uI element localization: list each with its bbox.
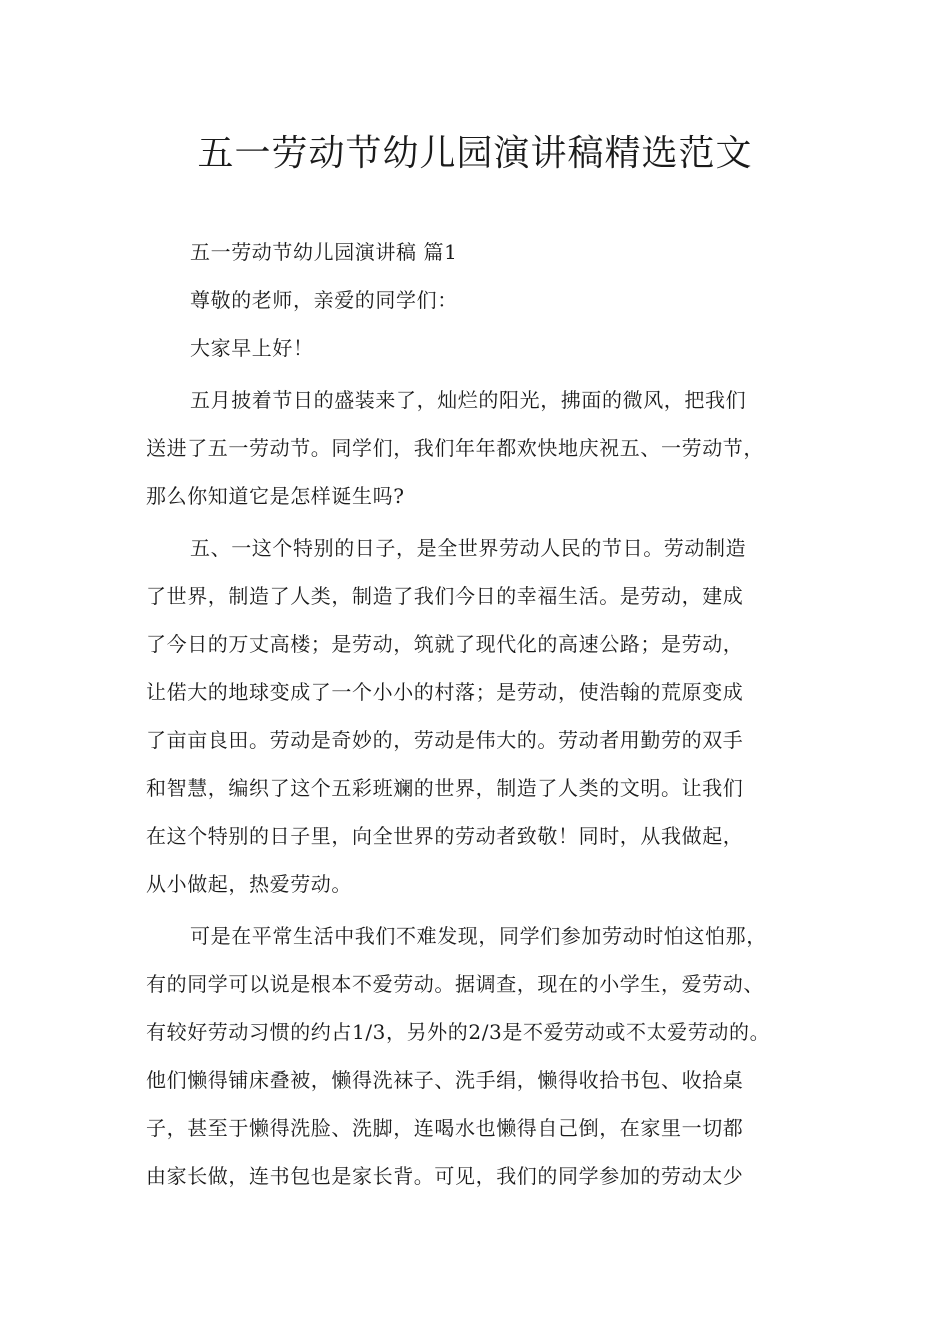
document-body (146, 228, 814, 1200)
paragraph-line: 从小做起，热爱劳动。 (146, 872, 352, 896)
paragraph-line: 有的同学可以说是根本不爱劳动。据调查，现在的小学生，爱劳动、 (146, 972, 764, 996)
paragraph-line: 让偌大的地球变成了一个小小的村落；是劳动，使浩翰的荒原变成 (146, 680, 744, 704)
paragraph-line: 五、一这个特别的日子，是全世界劳动人民的节日。劳动制造 (190, 536, 747, 560)
paragraph-line: 五月披着节日的盛装来了，灿烂的阳光，拂面的微风，把我们 (190, 388, 747, 412)
paragraph-line: 子，甚至于懒得洗脸、洗脚，连喝水也懒得自己倒，在家里一切都 (146, 1116, 744, 1140)
paragraph-line: 在这个特别的日子里，向全世界的劳动者致敬！同时，从我做起， (146, 824, 744, 848)
paragraph-line: 可是在平常生活中我们不难发现，同学们参加劳动时怕这怕那， (190, 924, 767, 948)
paragraph-line: 他们懒得铺床叠被，懒得洗袜子、洗手绢，懒得收拾书包、收拾桌 (146, 1068, 744, 1092)
paragraph-line: 那么你知道它是怎样诞生吗? (146, 484, 405, 508)
greeting: 大家早上好！ (190, 336, 314, 360)
document-title: 五一劳动节幼儿园演讲稿精选范文 (197, 133, 753, 174)
paragraph-line: 了今日的万丈高楼；是劳动，筑就了现代化的高速公路；是劳动， (146, 632, 744, 656)
paragraph-line: 了世界，制造了人类，制造了我们今日的幸福生活。是劳动，建成 (146, 584, 744, 608)
paragraph-line: 由家长做，连书包也是家长背。可见，我们的同学参加的劳动太少 (146, 1164, 744, 1188)
paragraph-line: 有较好劳动习惯的约占1/3，另外的2/3是不爱劳动或不太爱劳动的。 (146, 1020, 771, 1044)
paragraph-line: 了亩亩良田。劳动是奇妙的，劳动是伟大的。劳动者用勤劳的双手 (146, 728, 744, 752)
paragraph-line: 送进了五一劳动节。同学们，我们年年都欢快地庆祝五、一劳动节， (146, 436, 764, 460)
section-heading: 五一劳动节幼儿园演讲稿 篇1 (190, 240, 458, 264)
salutation: 尊敬的老师，亲爱的同学们： (190, 288, 458, 312)
paragraph-line: 和智慧，编织了这个五彩班斓的世界，制造了人类的文明。让我们 (146, 776, 744, 800)
